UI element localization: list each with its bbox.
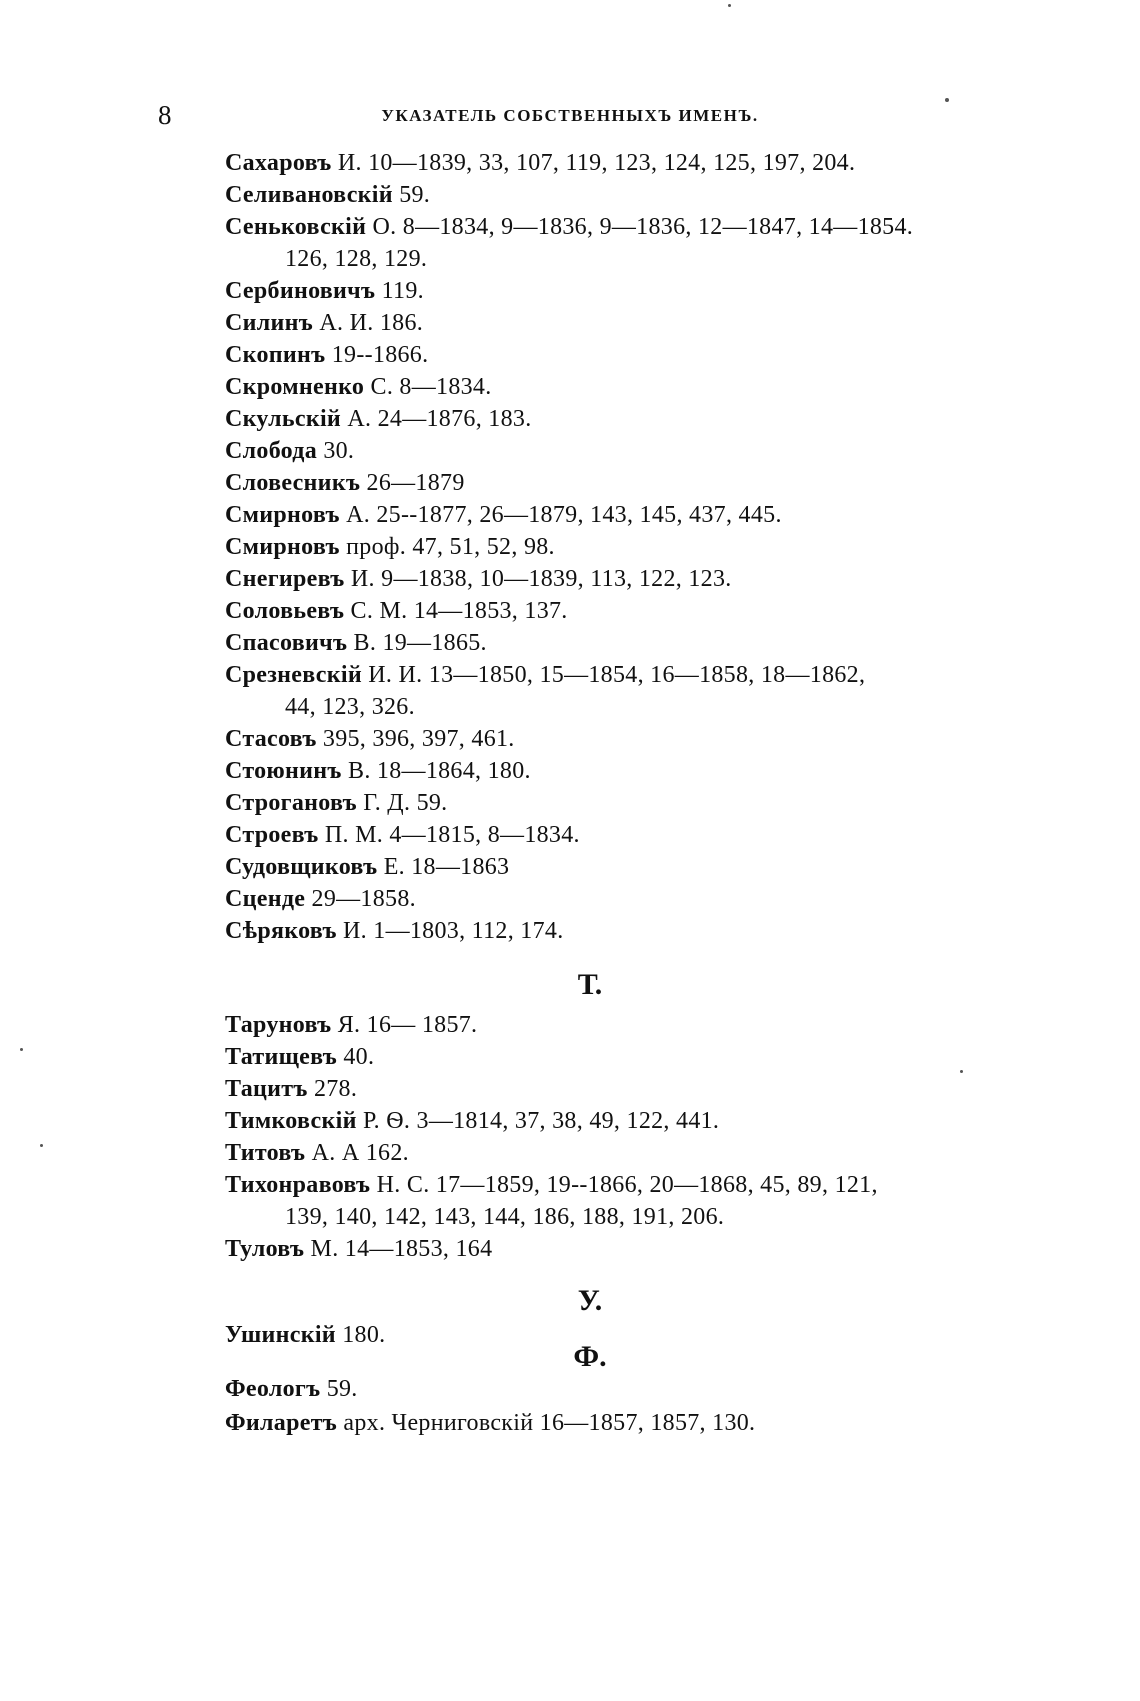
entry-refs: 40. [337,1044,375,1070]
entry-refs: 126, 128, 129. [285,246,428,272]
index-entry [225,1140,409,1167]
entry-name: Срезневскій [225,662,362,688]
index-entry [225,214,913,241]
entry-name: Строгановъ [225,790,357,816]
entry-refs: В. 19—1865. [347,630,487,656]
entry-name: Скульскій [225,406,342,432]
entry-refs: 30. [317,438,355,464]
entry-refs: А. 25--1877, 26—1879, 143, 145, 437, 445. [339,502,782,528]
entry-refs: В. 18—1864, 180. [341,758,531,784]
index-entry [225,758,531,785]
entry-name: Тацитъ [225,1076,308,1102]
index-entry [225,822,580,849]
index-entry [225,662,865,689]
entry-refs: Г. Д. 59. [356,790,448,816]
entry-name: Сеньковскій [225,214,367,240]
entry-name: Тихонравовъ [225,1172,371,1198]
index-entry [225,726,515,753]
index-entry [225,1076,357,1103]
index-entry [225,1044,374,1071]
entry-name: Туловъ [225,1236,305,1262]
entry-name: Соловьевъ [225,598,345,624]
entry-name: Скромненко [225,374,365,400]
entry-refs: Я. 16— 1857. [331,1012,478,1038]
entry-refs: П. М. 4—1815, 8—1834. [318,822,580,848]
index-entry [225,534,555,561]
index-entry [225,1012,477,1039]
entry-name: Скопинъ [225,342,326,368]
index-entry [225,310,423,337]
index-entry [225,566,732,593]
scan-speck [945,98,949,102]
index-entry-continuation [285,1204,724,1231]
entry-refs: А. И. 186. [313,310,424,336]
index-entry [225,1172,878,1199]
scan-speck [20,1048,23,1051]
entry-name: Стасовъ [225,726,317,752]
page-header [150,100,990,140]
entry-name: Спасовичъ [225,630,348,656]
entry-refs: Н. С. 17—1859, 19--1866, 20—1868, 45, 89, 121, [370,1172,878,1198]
entry-refs: И. 9—1838, 10—1839, 113, 122, 123. [344,566,732,592]
entry-name: Строевъ [225,822,319,848]
entry-name: Селивановскій [225,182,393,208]
entry-refs: И. 1—1803, 112, 174. [336,918,564,944]
index-entry [225,182,430,209]
entry-name: Татищевъ [225,1044,338,1070]
entry-refs: С. 8—1834. [364,374,492,400]
entry-refs: С. М. 14—1853, 137. [344,598,568,624]
entry-refs: М. 14—1853, 164 [304,1236,493,1262]
entry-refs: 180. [335,1322,386,1348]
entry-refs: 59. [392,182,431,208]
entry-name: Силинъ [225,310,314,336]
entry-name: Филаретъ [225,1410,338,1436]
entry-refs: 119. [375,278,424,304]
entry-name: Слобода [225,438,318,464]
entry-refs: 139, 140, 142, 143, 144, 186, 188, 191, 206. [285,1204,725,1230]
index-entry [225,1322,385,1349]
scan-speck [728,4,731,7]
entry-refs: 29—1858. [305,886,416,912]
entry-name: Ушинскій [225,1322,336,1348]
index-entry [225,1376,358,1403]
entry-refs: 19--1866. [325,342,429,368]
entry-name: Судовщиковъ [225,854,378,880]
entry-name: Сахаровъ [225,150,332,176]
entry-name: Смирновъ [225,502,340,528]
entry-name: Сербиновичъ [225,278,376,304]
index-entry [225,374,492,401]
entry-refs: 26—1879 [360,470,465,496]
entry-name: Феологъ [225,1376,321,1402]
entry-refs: 59. [320,1376,358,1402]
index-entry [225,790,447,817]
index-entry [225,598,568,625]
index-entry [225,854,509,881]
index-entry [225,630,487,657]
entry-name: Стоюнинъ [225,758,342,784]
entry-refs: И. И. 13—1850, 15—1854, 16—1858, 18—1862, [362,662,866,688]
index-entry [225,502,782,529]
index-entry [225,278,424,305]
entry-refs: арх. Черниговскій 16—1857, 1857, 130. [337,1410,756,1436]
running-title: УКАЗАТЕЛЬ СОБСТВЕННЫХЪ ИМЕНЪ. [381,106,759,125]
section-letter-f: Ф. [573,1340,607,1373]
entry-refs: 44, 123, 326. [285,694,415,720]
entry-name: Титовъ [225,1140,306,1166]
entry-refs: А. 24—1876, 183. [341,406,532,432]
entry-name: Тимковскій [225,1108,357,1134]
entry-refs: И. 10—1839, 33, 107, 119, 123, 124, 125, 197, 204. [331,150,856,176]
index-entry [225,918,564,945]
entry-refs: 395, 396, 397, 461. [316,726,515,752]
section-letter-u: У. [577,1284,603,1317]
index-entry [225,1236,492,1263]
section-letter-t: Т. [577,968,603,1001]
index-entry [225,406,532,433]
entry-refs: Е. 18—1863 [377,854,510,880]
entry-name: Таруновъ [225,1012,332,1038]
index-entry [225,150,855,177]
index-entry [225,438,354,465]
entry-name: Смирновъ [225,534,340,560]
index-entry [225,1108,719,1135]
page-number: 8 [158,100,172,130]
index-entry [225,342,428,369]
entry-name: Сѣряковъ [225,918,337,944]
entry-name: Словесникъ [225,470,361,496]
index-entry-continuation [285,694,415,721]
index-entry-continuation [285,246,427,273]
entry-refs: проф. 47, 51, 52, 98. [339,534,555,560]
entry-refs: Р. Ѳ. 3—1814, 37, 38, 49, 122, 441. [356,1108,720,1134]
index-entry [225,1410,755,1437]
entry-refs: А. А 162. [305,1140,409,1166]
entry-name: Сценде [225,886,306,912]
entry-name: Снегиревъ [225,566,345,592]
entry-refs: О. 8—1834, 9—1836, 9—1836, 12—1847, 14—1854. [366,214,914,240]
scan-speck [40,1144,43,1147]
index-entry [225,470,465,497]
scan-speck [960,1070,963,1073]
index-entry [225,886,416,913]
entry-refs: 278. [307,1076,358,1102]
